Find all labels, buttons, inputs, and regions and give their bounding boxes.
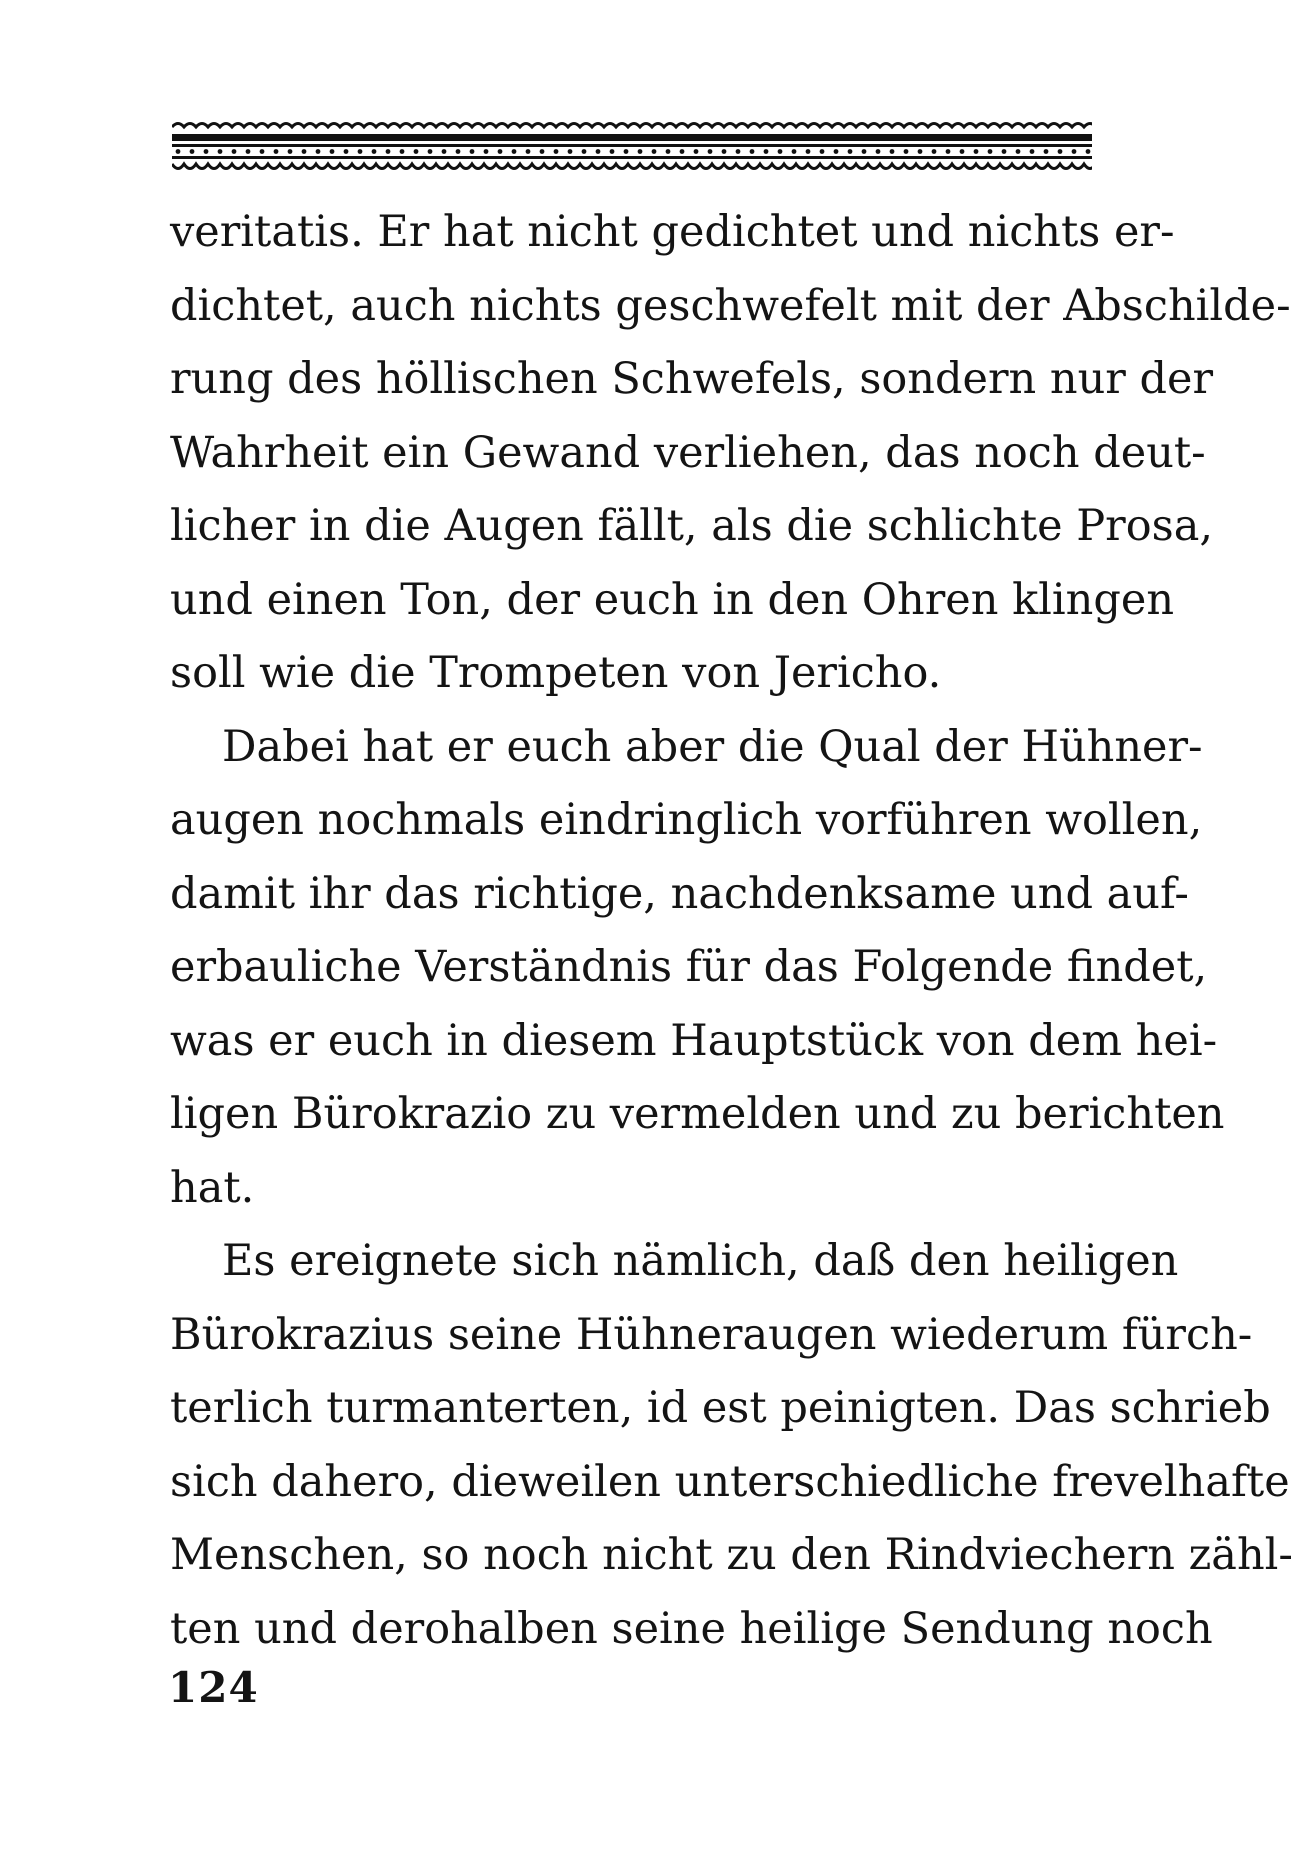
text-line: erbauliche Verständnis für das Folgende findet,	[170, 942, 1208, 992]
text-line: Wahrheit ein Gewand verliehen, das noch deut-	[170, 427, 1206, 478]
page-number: 124	[168, 1663, 259, 1712]
text-line: dichtet, auch nichts geschwefelt mit der Abschilde-	[170, 280, 1291, 331]
text-line: hat.	[170, 1162, 255, 1213]
text-line: soll wie die Trompeten von Jericho.	[170, 648, 942, 698]
text-line: und einen Ton, der euch in den Ohren klingen	[170, 574, 1175, 625]
text-line: terlich turmanterten, id est peinigten. Das schrieb	[170, 1383, 1271, 1433]
text-line: veritatis. Er hat nicht gedichtet und nichts er-	[170, 207, 1175, 257]
text-line: rung des höllischen Schwefels, sondern nur der	[170, 354, 1214, 404]
body-text	[170, 196, 1293, 1666]
paragraph-2	[170, 711, 1225, 1226]
text-line: Menschen, so noch nicht zu den Rindviechern zähl-	[170, 1530, 1293, 1580]
paragraph-3	[170, 1225, 1293, 1666]
text-line: Es ereignete sich nämlich, daß den heiligen	[222, 1236, 1179, 1286]
text-line: sich dahero, dieweilen unterschiedliche frevelhafte	[170, 1456, 1290, 1507]
paragraph-1	[170, 196, 1291, 711]
text-line: was er euch in diesem Hauptstück von dem hei-	[170, 1015, 1218, 1066]
text-line: Bürokrazius seine Hühneraugen wiederum fürch-	[170, 1309, 1253, 1360]
text-line: augen nochmals eindringlich vorführen wollen,	[170, 795, 1203, 845]
ornament-svg	[172, 118, 1092, 176]
text-line: ten und derohalben seine heilige Sendung noch	[170, 1603, 1213, 1654]
text-line: ligen Bürokrazio zu vermelden und zu berichten	[170, 1089, 1225, 1139]
decorative-header-band-icon	[172, 118, 1092, 176]
text-line: licher in die Augen fällt, als die schlichte Prosa,	[170, 501, 1214, 551]
text-line: damit ihr das richtige, nachdenksame und auf-	[170, 868, 1189, 919]
text-line: Dabei hat er euch aber die Qual der Hühner-	[222, 721, 1203, 772]
